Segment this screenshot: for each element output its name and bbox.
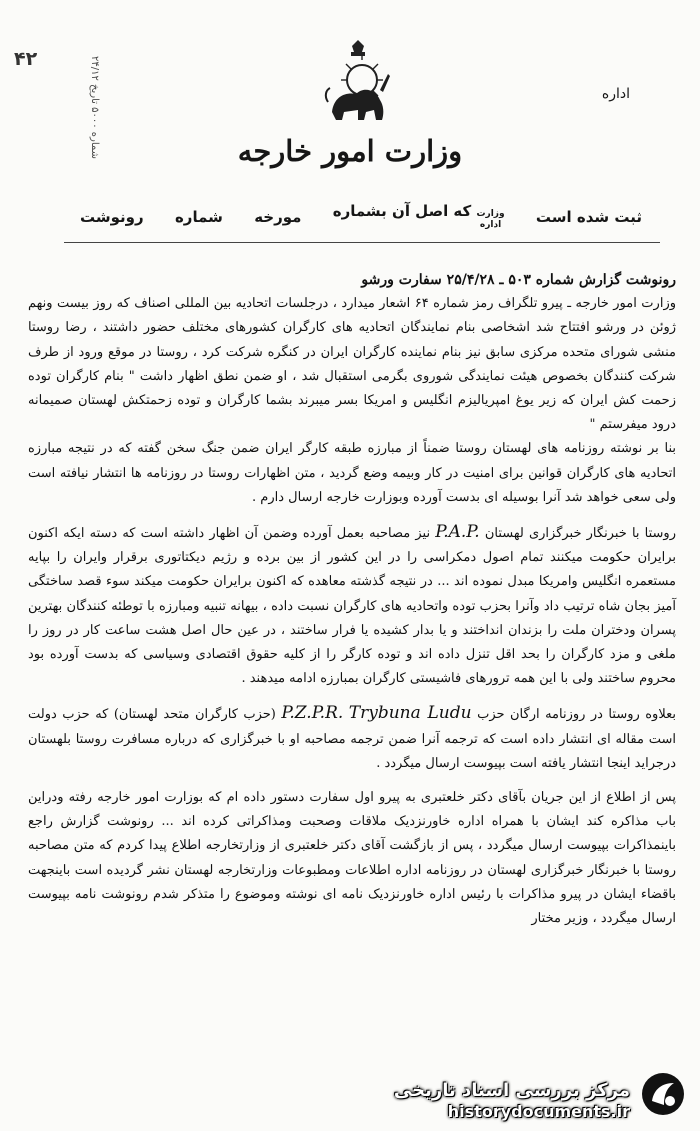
paragraph-gap <box>28 691 676 701</box>
paragraph-2: بنا بر نوشته روزنامه های لهستان روستا ضمناً از مبارزه طبقه کارگر ایران ضمن جنگ سخن گفته که در نتیجه مبارزه اتحادیه های کارگران قوانین برای امنیت در کار وبیمه وضع گردید ، متن اظهارات روستا در روزنامه ها انتشار نیافته است ولی سعی خواهد شد آنرا بوسیله ای بدست آورده وبوزارت خارجه ارسال دارم . <box>28 441 676 505</box>
reference-row <box>80 202 642 231</box>
ref-vezarat-bottom: اداره <box>479 220 502 230</box>
header-divider <box>64 242 660 243</box>
ministry-title: وزارت امور خارجه <box>237 134 463 168</box>
ref-movarrekh: مورخه <box>254 207 302 226</box>
paragraph-4-pre: بعلاوه روستا در روزنامه ارگان حزب <box>477 707 676 723</box>
watermark-site: historydocuments.ir <box>447 1102 630 1121</box>
paragraph-1: وزارت امور خارجه ـ پیرو تلگراف رمز شماره ۶۴ اشعار میدارد ، درجلسات اتحادیه بین المللی اصناف که روز بیست ونهم ژوئن در ورشو افتتاح شد اشخاصی بنام نمایندگان اتحادیه های کارگران کشورهای مختلف حضور داشتند ، رضا روستا منشی شورای متحده مرکزی سابق نیز بنام نماینده کارگران ایران در کنگره شرکت کرد ، روستا در موقع ورود از طرف شرکت کنندگان بخصوص هیئت نمایندگی شوروی بگرمی استقبال شد ، او ضمن نطق اظهار داشت " بنام کارگران توده زحمت کش ایران که زیر یوغ امپریالیزم انگلیس و امریکا بسر میبرند بشما کارگران و توده زحمتکش لهستان صمیمانه درود میفرستم " <box>28 296 676 433</box>
ref-vezarat-top: وزارت <box>476 209 505 219</box>
ref-ministry-office <box>333 202 505 231</box>
lion-and-sun-emblem-icon <box>322 40 394 126</box>
paragraph-5: پس از اطلاع از این جریان بآقای دکتر خلعتبری به پیرو اول سفارت دستور داده ام که بوزارت امور خارجه رفته ودراین باب مذاکره کند ایشان با همراه اداره خاورنزدیک ملاقات وصحبت ومذاکراتی کرده اند ... رونوشت گزارش راجع باینمذاکرات بپیوست ارسال میگردد ، پس از بازگشت آقای دکتر خلعتبری از وزارتخارجه اطلاع پیدا کردم که متن مصاحبه روستا با خبرنگار خبرگزاری لهستان در روزنامه اداره اطلاعات ومطبوعات وزارتخارجه لهستان نشر گردیده است باینجهت باقضاء ایشان در پیرو مذاکرات با رئیس اداره خاورنزدیک نامه ای نوشته وموضوع را متذکر شدم رونوشت نامه بپیوست ارسال میگردد ، وزیر مختار <box>28 790 676 927</box>
watermark-logo-icon <box>640 1071 686 1117</box>
ref-ministry-mini <box>476 209 504 231</box>
ref-sabt: ثبت شده است <box>535 207 642 226</box>
paragraph-3-pre: روستا با خبرنگار خبرگزاری لهستان <box>484 526 676 542</box>
newspaper-name-latin: Trybuna Ludu <box>348 703 472 724</box>
paragraph-4 <box>28 701 676 776</box>
letter-heading: رونوشت گزارش شماره ۵۰۳ ـ ۲۵/۴/۲۸ سفارت ورشو <box>361 272 676 288</box>
watermark-text: مرکز بررسی اسناد تاریخی <box>393 1080 630 1101</box>
ref-asl: که اصل آن بشماره <box>332 202 472 220</box>
party-name-latin: P.Z.P.R. <box>281 703 344 724</box>
paragraph-4-post: (حزب کارگران متحد لهستان) که حزب دولت است مقاله ای انتشار داده است که ترجمه آنرا ضمن ترجمه مصاحبه او با خبرگزاری که درباره مسافرت روستا بلهستان درجراید اینجا انتشار یافته است بپیوست ارسال میگردد . <box>28 707 676 771</box>
news-agency-name: P.A.P. <box>435 522 480 543</box>
paragraph-gap <box>28 776 676 786</box>
office-label: اداره <box>601 86 630 102</box>
paragraph-gap <box>28 510 676 520</box>
margin-note: ۴۲ <box>14 48 38 70</box>
paragraph-3-post: نیز مصاحبه بعمل آورده وضمن آن اظهار داشته است که دسته ایکه اکنون برایران حکومت میکنند تمام اصول دمکراسی را در این کشور از بین برده و رژیم دیکتاتوری برقرار وایران را بپایه مستعمره انگلیس وامریکا مبدل نموده اند ... در نتیجه گذشته معاهده که اکنون برایران حکومت میکند سوء قصد ساختگی آمیز بجان شاه ترتیب داد وآنرا بحزب توده واتحادیه های کارگران نسبت داده ، بیهانه تنبیه ومبارزه با توطئه کنندگان بهترین پسران ودختران ملت را بزندان انداختند و یا بدار کشیده یا فرار ساختند ، در عین حال اصل هشت ساعت کار در روز را ملغی و مزد کارگران را بحد اقل تنزل داده اند و توده کارگر را از کلیه حقوق اقتصادی وسیاسی که بدست آورده بود محروم ساختند ولی با این همه ترورهای فاشیستی کارگران بمبارزه ادامه میدهند . <box>28 526 676 687</box>
registration-stamp: شماره ۵۰۰۰ تاریخ ۲۴/۱۲ <box>89 56 100 160</box>
ref-shomare: شماره <box>174 207 223 226</box>
ref-rownevesht: رونوشت <box>80 207 144 226</box>
paragraph-3 <box>28 520 676 691</box>
letter-body <box>28 268 676 1071</box>
